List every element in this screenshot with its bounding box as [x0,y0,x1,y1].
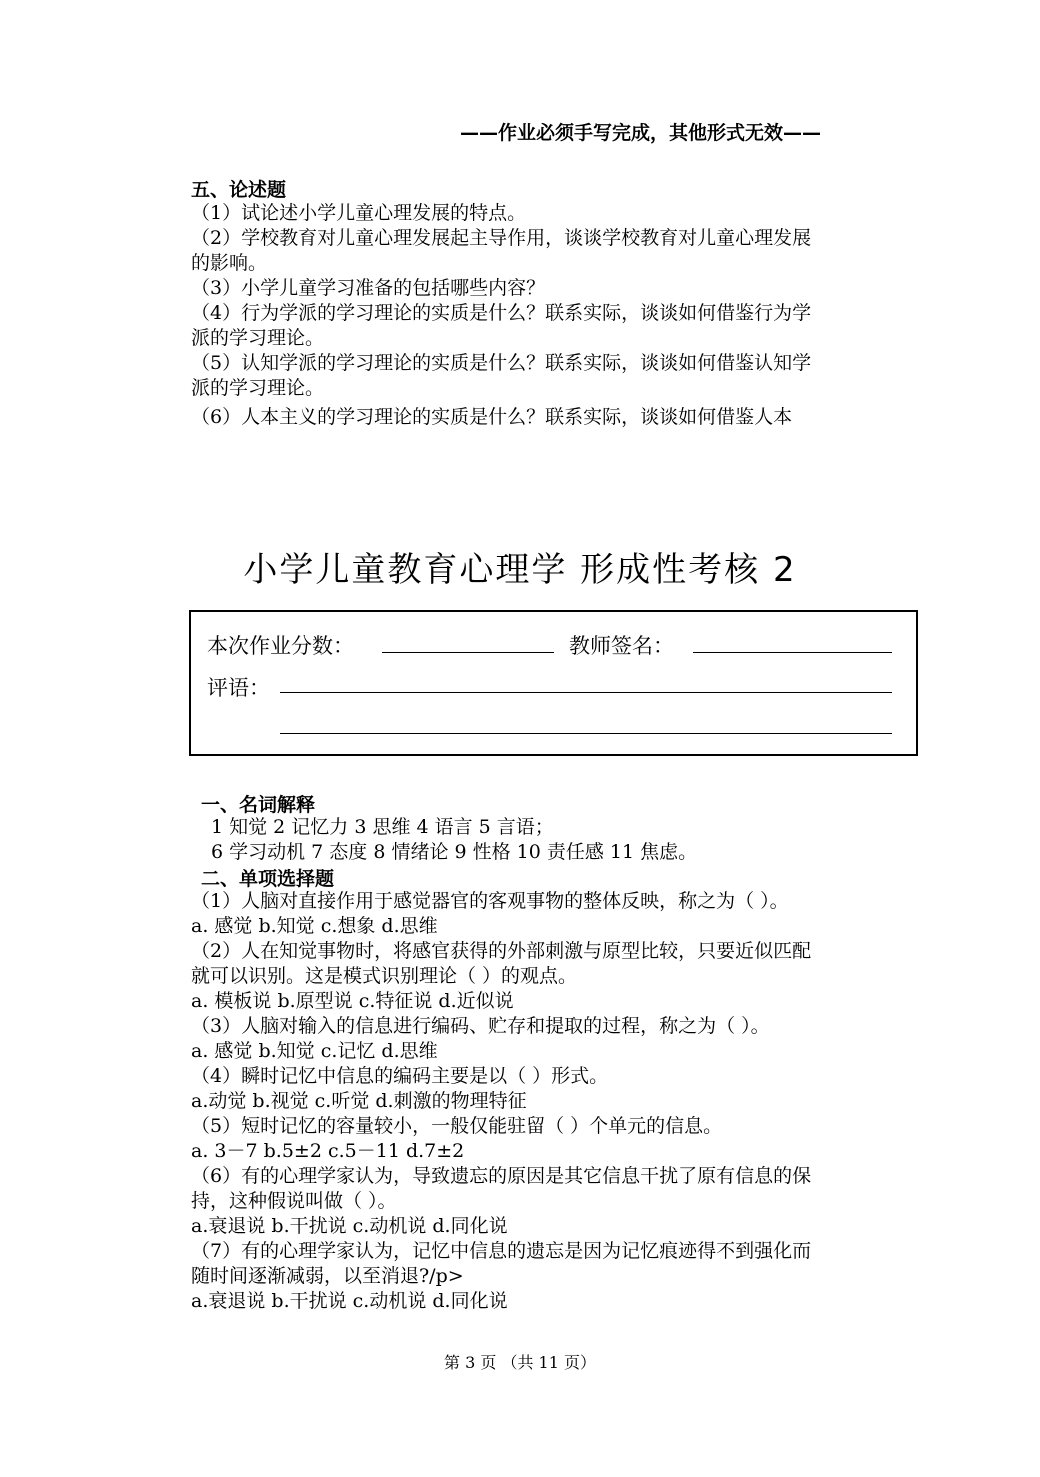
section5-line: （3）小学儿童学习准备的包括哪些内容？ [191,277,546,299]
section2-heading: 二、单项选择题 [201,868,335,890]
comment-label: 评语： [207,676,270,700]
options-line: a.衰退说 b.干扰说 c.动机说 d.同化说 [191,1215,508,1237]
question-line: 就可以识别。这是模式识别理论（ ）的观点。 [191,965,578,987]
section5-line: （6）人本主义的学习理论的实质是什么？联系实际，谈谈如何借鉴人本 [191,406,793,428]
options-line: a. 3－7 b.5±2 c.5－11 d.7±2 [191,1140,465,1162]
question-line: （5）短时记忆的容量较小，一般仅能驻留（ ）个单元的信息。 [191,1115,723,1137]
section5-line: （4）行为学派的学习理论的实质是什么？联系实际，谈谈如何借鉴行为学 [191,302,812,324]
options-line: a. 感觉 b.知觉 c.想象 d.思维 [191,915,438,937]
comment-blank-1 [280,692,892,693]
section1-line: 6 学习动机 7 态度 8 情绪论 9 性格 10 责任感 11 焦虑。 [211,841,698,863]
section1-line: 1 知觉 2 记忆力 3 思维 4 语言 5 言语； [211,816,554,838]
question-line: （4）瞬时记忆中信息的编码主要是以（ ）形式。 [191,1065,609,1087]
question-line: （7）有的心理学家认为，记忆中信息的遗忘是因为记忆痕迹得不到强化而 [191,1240,812,1262]
section5-line: 的影响。 [191,252,268,274]
section5-line: 派的学习理论。 [191,327,325,349]
score-blank [382,652,554,653]
assessment-title: 小学儿童教育心理学 形成性考核 2 [243,550,797,590]
section5-line: （1）试论述小学儿童心理发展的特点。 [191,202,527,224]
comment-blank-2 [280,733,892,734]
page-number: 第 3 页 （共 11 页） [444,1353,596,1372]
signature-blank [693,652,892,653]
question-line: （6）有的心理学家认为，导致遗忘的原因是其它信息干扰了原有信息的保 [191,1165,812,1187]
options-line: a.动觉 b.视觉 c.听觉 d.刺激的物理特征 [191,1090,527,1112]
question-line: （1）人脑对直接作用于感觉器官的客观事物的整体反映，称之为（ ）。 [191,890,789,912]
question-line: 持，这种假说叫做（ ）。 [191,1190,397,1212]
options-line: a. 感觉 b.知觉 c.记忆 d.思维 [191,1040,438,1062]
section5-heading: 五、论述题 [191,179,287,201]
section1-heading: 一、名词解释 [201,794,316,816]
question-line: （2）人在知觉事物时，将感官获得的外部刺激与原型比较，只要近似匹配 [191,940,812,962]
options-line: a. 模板说 b.原型说 c.特征说 d.近似说 [191,990,514,1012]
score-label: 本次作业分数： [207,634,354,658]
handwriting-notice: ——作业必须手写完成，其他形式无效—— [460,122,822,144]
grade-box [189,610,918,756]
signature-label: 教师签名： [569,634,674,658]
question-line: （3）人脑对输入的信息进行编码、贮存和提取的过程，称之为（ ）。 [191,1015,770,1037]
section5-line: 派的学习理论。 [191,377,325,399]
question-line: 随时间逐渐减弱，以至消退?/p> [191,1265,464,1287]
section5-line: （5）认知学派的学习理论的实质是什么？联系实际，谈谈如何借鉴认知学 [191,352,812,374]
section5-line: （2）学校教育对儿童心理发展起主导作用，谈谈学校教育对儿童心理发展 [191,227,812,249]
options-line: a.衰退说 b.干扰说 c.动机说 d.同化说 [191,1290,508,1312]
